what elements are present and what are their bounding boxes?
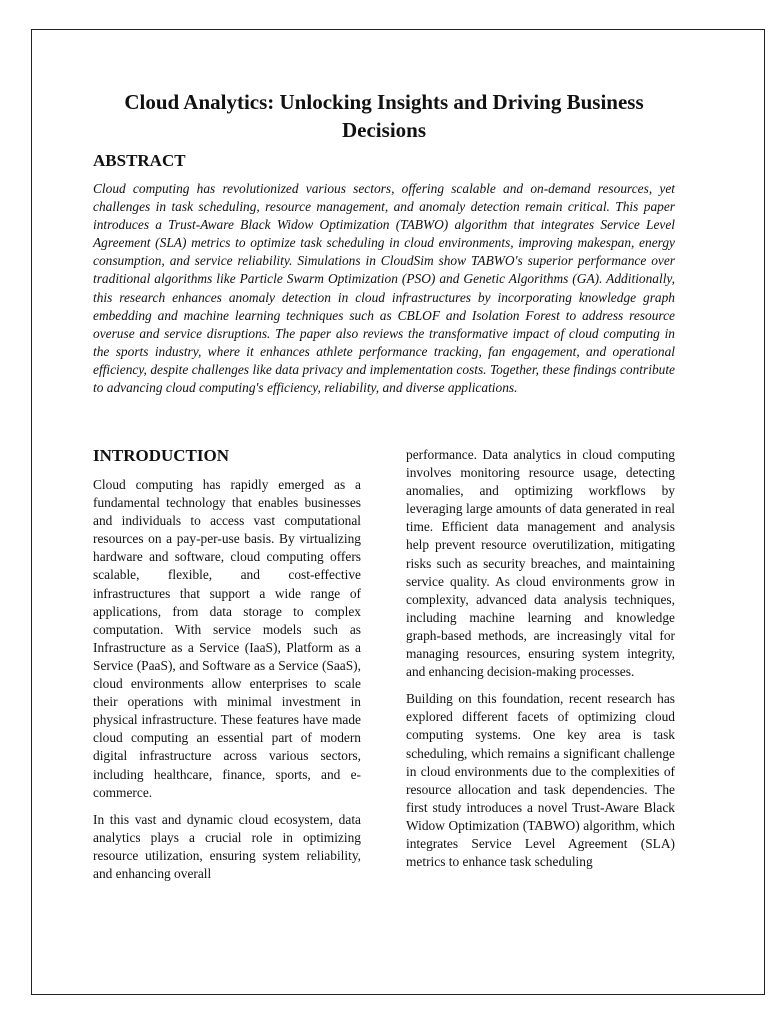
intro-paragraph-2: In this vast and dynamic cloud ecosystem, data analytics plays a crucial role in optimizing resource utilization, ensuring system reliability, and enhancing overall <box>93 811 361 881</box>
introduction-heading: INTRODUCTION <box>93 446 230 465</box>
left-column <box>93 476 361 892</box>
intro-paragraph-3: Building on this foundation, recent research has explored different facets of optimizing cloud computing systems. One key area is task scheduling, which remains a significant challenge in cloud environments due to the complexities of resource allocation and task dependencies. The first study introduces a novel Trust-Aware Black Widow Optimization (TABWO) algorithm, which integrates Service Level Agreement (SLA) metrics to enhance task scheduling <box>406 691 675 870</box>
intro-paragraph-1: Cloud computing has rapidly emerged as a fundamental technology that enables businesses and individuals to access vast computational resources on a pay-per-use basis. By virtualizing hardware and software, cloud computing offers scalable, flexible, and cost-effective infrastructures that support a wide range of applications, from data storage to complex computation. With service models such as Infrastructure as a Service (IaaS), Platform as a Service (PaaS), and Software as a Service (SaaS), cloud environments allow enterprises to scale their operations with minimal investment in physical infrastructure. These features have made cloud computing an essential part of modern digital infrastructure across various sectors, including healthcare, finance, sports, and e-commerce. <box>93 477 361 800</box>
abstract-body: Cloud computing has revolutionized various sectors, offering scalable and on-demand resources, yet challenges in task scheduling, resource management, and anomaly detection remain critical. This paper introduces a Trust-Aware Black Widow Optimization (TABWO) algorithm that integrates Service Level Agreement (SLA) metrics to optimize task scheduling in cloud environments, improving makespan, energy consumption, and service reliability. Simulations in CloudSim show TABWO's superior performance over traditional algorithms like Particle Swarm Optimization (PSO) and Genetic Algorithms (GA). Additionally, this research enhances anomaly detection in cloud infrastructures by incorporating knowledge graph embedding and machine learning techniques such as CBLOF and Isolation Forest to address resource overuse and service disruptions. The paper also reviews the transformative impact of cloud computing in the sports industry, where it enhances athlete performance tracking, fan engagement, and operational efficiency, despite challenges like data privacy and implementation costs. Together, these findings contribute to advancing cloud computing's efficiency, reliability, and diverse applications. <box>93 181 675 396</box>
intro-paragraph-2-continued: performance. Data analytics in cloud computing involves monitoring resource usage, detecting anomalies, and optimizing workflows by leveraging large amounts of data generated in real time. Efficient data management and analysis help prevent resource overutilization, mitigating risks such as security breaches, and maintaining service quality. As cloud environments grow in complexity, advanced data analysis techniques, including machine learning and knowledge graph-based methods, are increasingly vital for managing resources, ensuring system integrity, and enhancing decision-making processes. <box>406 447 675 680</box>
paper-title: Cloud Analytics: Unlocking Insights and Driving Business Decisions <box>124 90 644 142</box>
abstract-heading: ABSTRACT <box>93 151 186 170</box>
right-column <box>406 446 675 880</box>
